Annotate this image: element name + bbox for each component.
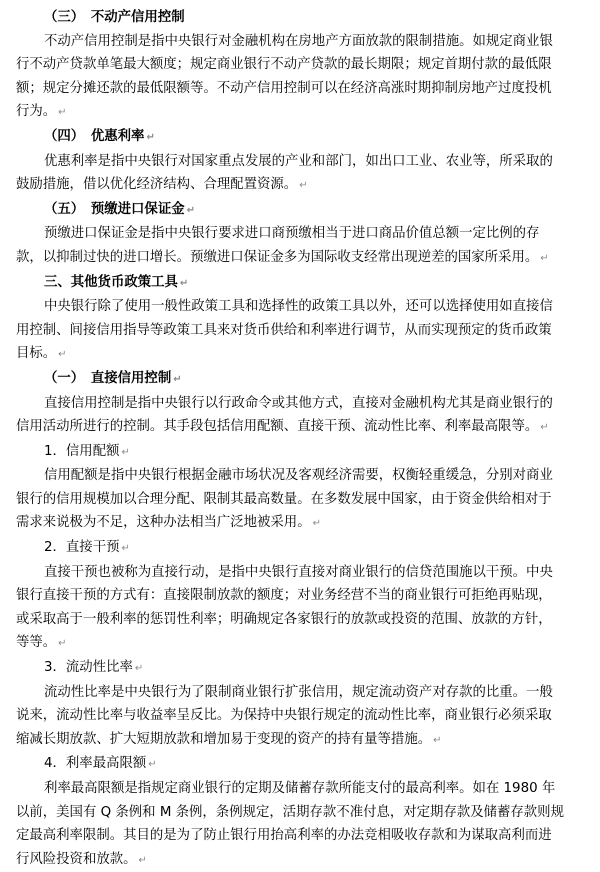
- paragraph-mark-icon: ↵: [134, 663, 144, 675]
- text-line: [16, 392, 586, 416]
- text-line: [16, 150, 586, 174]
- line-text: 三、其他货币政策工具: [44, 274, 178, 290]
- text-line: [16, 246, 586, 271]
- paragraph-mark-icon: ↵: [179, 277, 189, 289]
- paragraph-mark-icon: ↵: [138, 854, 147, 866]
- line-text: （五） 预缴进口保证金: [44, 201, 185, 217]
- line-text: 信用配额是指中央银行根据金融市场状况及客观经济需要，权衡轻重缓急，分别对商业: [44, 468, 553, 484]
- text-line: [16, 631, 586, 656]
- text-line: [16, 777, 586, 801]
- paragraph-mark-icon: ↵: [186, 204, 195, 216]
- text-line: [16, 100, 586, 125]
- line-text: 银行的信用规模加以合理分配、限制其最高数量。在多数发展中国家，由于资金供给相对于: [16, 491, 552, 507]
- paragraph-mark-icon: ↵: [173, 373, 182, 385]
- text-line: [16, 464, 586, 488]
- text-line: [16, 173, 586, 198]
- text-line: [16, 77, 586, 101]
- line-text: 直接信用控制是指中央银行以行政命令或其他方式，直接对金融机构尤其是商业银行的: [44, 395, 553, 411]
- paragraph-mark-icon: ↵: [121, 543, 130, 555]
- text-line: [16, 511, 586, 536]
- text-line: [16, 30, 586, 54]
- paragraph-mark-icon: ↵: [433, 734, 442, 746]
- paragraph-mark-icon: ↵: [58, 349, 67, 361]
- paragraph-mark-icon: ↵: [299, 180, 308, 192]
- line-text: 利率最高限额是指规定商业银行的定期及储蓄存款所能支付的最高利率。如在 1980 年: [44, 781, 556, 796]
- line-text: 3．流动性比率: [44, 660, 133, 676]
- line-text: 缩减长期放款、扩大短期放款和增加易于变现的资产的持有量等措施。: [16, 731, 432, 747]
- line-text: （一） 直接信用控制: [44, 370, 172, 386]
- line-text: 款，以抑制过快的进口增长。预缴进口保证金多为国际收支经常出现逆差的国家所采用。: [16, 249, 539, 265]
- line-text: 额；规定分摊还款的最低限额等。不动产信用控制可以在经济高涨时期抑制房地产过度投机: [16, 80, 552, 96]
- line-text: 预缴进口保证金是指中央银行要求进口商预缴相当于进口商品价值总额一定比例的存: [44, 226, 540, 242]
- text-line: [16, 222, 586, 246]
- text-line: [16, 488, 586, 512]
- line-text: 用控制、间接信用指导等政策工具来对货币供给和利率进行调节，从而实现预定的货币政策: [16, 322, 552, 338]
- line-text: 1．信用配额: [44, 443, 120, 459]
- paragraph-mark-icon: ↵: [58, 107, 67, 119]
- line-text: 4．利率最高限额: [44, 756, 147, 772]
- text-line: [16, 681, 586, 705]
- line-text: 行不动产贷款单笔最大额度；规定商业银行不动产贷款的最长期限；规定首期付款的最低限: [16, 57, 552, 73]
- text-line: [16, 295, 586, 319]
- line-text: 行为。: [16, 104, 57, 120]
- section-heading: [16, 198, 586, 223]
- text-line: [16, 440, 586, 465]
- line-text: （三） 不动产信用控制: [44, 10, 185, 25]
- paragraph-mark-icon: ↵: [148, 759, 157, 771]
- paragraph-mark-icon: ↵: [58, 638, 67, 650]
- paragraph-mark-icon: ↵: [312, 518, 321, 530]
- text-line: [16, 319, 586, 343]
- text-line: [16, 608, 586, 632]
- line-text: 2．直接干预: [44, 540, 120, 556]
- text-line: [16, 824, 586, 848]
- text-line: [16, 801, 586, 825]
- line-text: 流动性比率是中央银行为了限制商业银行扩张信用，规定流动资产对存款的比重。一般: [44, 684, 553, 700]
- line-text: 优惠利率是指中央银行对国家重点发展的产业和部门，如出口工业、农业等，所采取的: [44, 153, 553, 169]
- text-line: [16, 415, 586, 440]
- line-text: 定最高利率限制。其目的是为了防止银行用抬高利率的办法竞相吸收存款和为谋取高利而进: [16, 828, 552, 844]
- line-text: 不动产信用控制是指中央银行对金融机构在房地产方面放款的限制措施。如规定商业银: [44, 33, 553, 49]
- text-line: [16, 728, 586, 753]
- line-text: 中央银行除了使用一般性政策工具和选择性的政策工具以外，还可以选择使用如直接信: [44, 299, 553, 315]
- text-line: [16, 704, 586, 728]
- section-heading: [16, 125, 586, 150]
- line-text: 银行直接干预的方式有：直接限制放款的额度；对业务经营不当的商业银行可拒绝再贴现，: [16, 588, 552, 604]
- line-text: 目标。: [16, 346, 57, 362]
- text-line: [16, 561, 586, 585]
- text-line: [16, 848, 586, 872]
- line-text: 以前，美国有 Q 条例和 M 条例，条例规定，活期存款不准付息，对定期存款及储蓄存款则规: [16, 804, 564, 820]
- line-text: 说来，流动性比率与收益率呈反比。为保持中央银行规定的流动性比率，商业银行必须采取: [16, 708, 552, 724]
- line-text: 等等。: [16, 635, 57, 651]
- text-line: [16, 752, 586, 777]
- paragraph-mark-icon: ↵: [121, 446, 130, 458]
- paragraph-mark-icon: ↵: [540, 252, 549, 264]
- paragraph-mark-icon: ↵: [146, 131, 155, 143]
- section-heading: [16, 6, 586, 30]
- paragraph-mark-icon: ↵: [540, 422, 549, 434]
- line-text: 直接干预也被称为直接行动，是指中央银行直接对商业银行的信贷范围施以干预。中央: [44, 564, 553, 580]
- section-heading: [16, 271, 586, 296]
- line-text: （四） 优惠利率: [44, 128, 145, 144]
- text-line: [16, 656, 586, 681]
- line-text: 鼓励措施，借以优化经济结构、合理配置资源。: [16, 177, 298, 193]
- text-line: [16, 342, 586, 367]
- line-text: 需求来说极为不足，这种办法相当广泛地被采用。: [16, 515, 311, 531]
- text-line: [16, 584, 586, 608]
- line-text: 信用活动所进行的控制。其手段包括信用配额、直接干预、流动性比率、利率最高限等。: [16, 419, 539, 435]
- line-text: 行风险投资和放款。: [16, 851, 137, 867]
- section-heading: [16, 367, 586, 392]
- text-line: [16, 53, 586, 77]
- line-text: 或采取高于一般利率的惩罚性利率；明确规定各家银行的放款或投资的范围、放款的方针，: [16, 611, 552, 627]
- text-line: [16, 536, 586, 561]
